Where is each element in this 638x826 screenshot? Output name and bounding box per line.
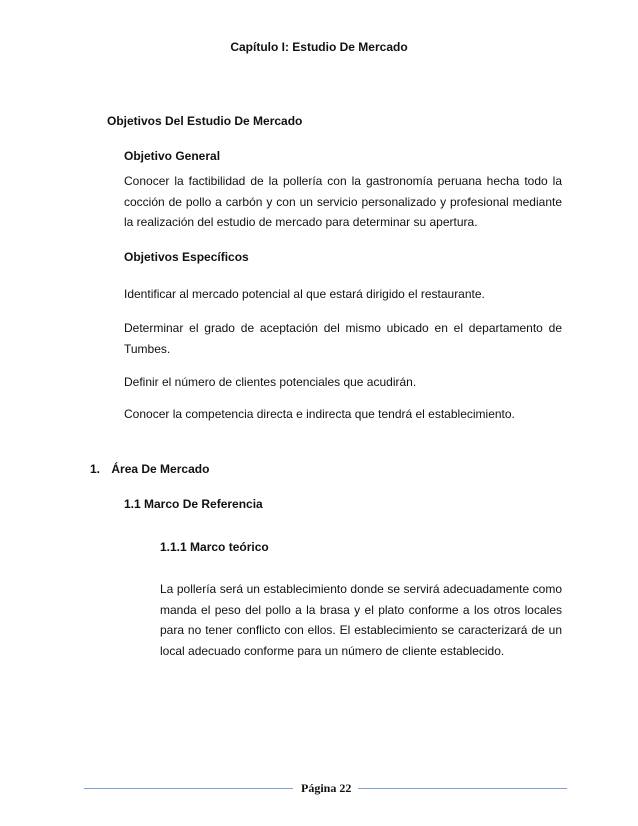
chapter-header: Capítulo I: Estudio De Mercado	[230, 40, 408, 54]
page-number: Página 22	[301, 781, 352, 795]
footer-rule-right	[358, 788, 567, 789]
subsubsection-heading: 1.1.1 Marco teórico	[160, 540, 269, 554]
section-title: Objetivos Del Estudio De Mercado	[107, 114, 303, 128]
subsection-heading: 1.1 Marco De Referencia	[124, 497, 263, 511]
area-section-title: Área De Mercado	[111, 462, 210, 476]
general-objective-text: Conocer la factibilidad de la pollería con la gastronomía peruana hecha todo la cocción de pollo a carbón y con un servicio personalizado y profesional mediante la realización del estudio de mercado para determinar su apertura.	[124, 174, 562, 229]
specific-objective-item: Determinar el grado de aceptación del mismo ubicado en el departamento de Tumbes.	[124, 321, 562, 356]
general-objective-heading: Objetivo General	[124, 149, 221, 163]
area-section-number: 1.	[90, 462, 101, 476]
specific-objective-item: Identificar al mercado potencial al que estará dirigido el restaurante.	[124, 287, 485, 301]
footer-rule-left	[84, 788, 293, 789]
specific-objectives-heading: Objetivos Específicos	[124, 250, 249, 264]
marco-teorico-text: La pollería será un establecimiento donde se servirá adecuadamente como manda el peso del pollo a la brasa y el plato conforme a los otros locales para no tener conflicto con ellos. El establecimiento se caracterizará de un local adecuado conforme para un número de cliente establecido.	[160, 582, 562, 658]
specific-objective-item: Conocer la competencia directa e indirecta que tendrá el establecimiento.	[124, 407, 515, 421]
area-section-heading	[90, 462, 209, 476]
specific-objective-item: Definir el número de clientes potenciales que acudirán.	[124, 375, 417, 389]
